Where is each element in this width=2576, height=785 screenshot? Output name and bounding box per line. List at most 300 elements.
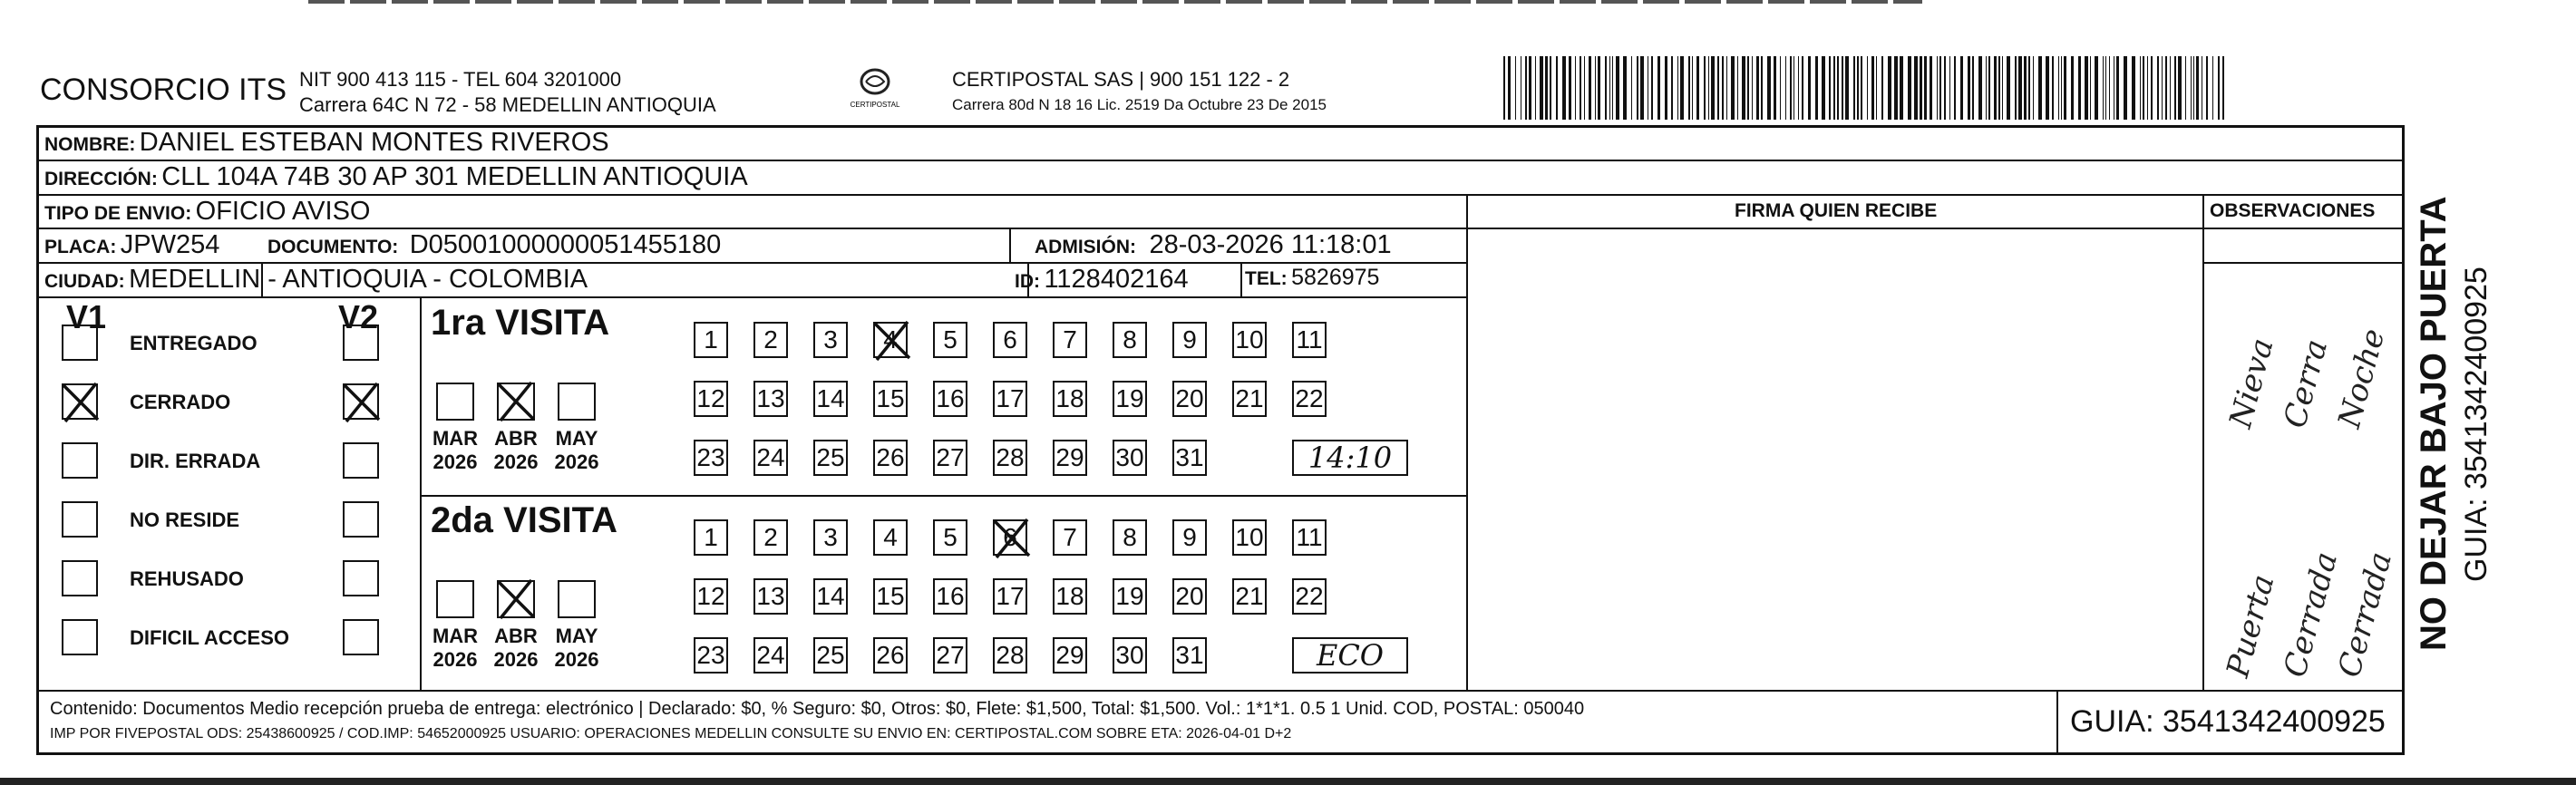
company-name: CONSORCIO ITS — [40, 73, 287, 107]
month-checkbox[interactable] — [558, 383, 596, 421]
day-number: 11 — [1296, 325, 1323, 354]
month-label — [545, 625, 608, 672]
tel-value: 5826975 — [1291, 265, 1380, 290]
day-box[interactable] — [694, 578, 728, 615]
day-number: 3 — [823, 325, 838, 354]
barcode-bar — [1944, 56, 1946, 120]
barcode-bar — [2116, 56, 2119, 120]
svg-text:CERTIPOSTAL: CERTIPOSTAL — [850, 101, 900, 109]
day-number: 13 — [756, 582, 785, 610]
observaciones-header: OBSERVACIONES — [2210, 200, 2376, 221]
day-box[interactable] — [993, 578, 1027, 615]
day-box[interactable] — [1292, 578, 1327, 615]
day-box[interactable] — [1053, 381, 1087, 417]
delivery-form — [36, 125, 2405, 755]
day-box[interactable] — [1113, 440, 1147, 476]
month-checkbox[interactable] — [436, 383, 474, 421]
admision-value: 28-03-2026 11:18:01 — [1149, 230, 1392, 259]
day-box[interactable] — [813, 519, 848, 556]
barcode-bar — [1598, 56, 1600, 120]
day-box[interactable] — [813, 578, 848, 615]
day-box[interactable] — [753, 519, 788, 556]
status-label: NO RESIDE — [130, 509, 240, 531]
barcode-bar — [1688, 56, 1690, 120]
barcode-bar — [2007, 56, 2010, 120]
barcode-bar — [1924, 56, 1927, 120]
day-box[interactable] — [873, 519, 908, 556]
barcode-bar — [1556, 56, 1558, 120]
handwritten-note: Cerrada — [2277, 548, 2346, 682]
status-label: CERRADO — [130, 391, 231, 413]
visit-note: 14:10 — [1307, 441, 1393, 475]
barcode-bar — [2052, 56, 2054, 120]
day-box[interactable] — [1172, 381, 1207, 417]
barcode-bar — [2028, 56, 2030, 120]
day-box[interactable] — [694, 381, 728, 417]
day-box[interactable] — [993, 322, 1027, 358]
barcode-bar — [1671, 56, 1673, 120]
barcode-bar — [2218, 56, 2220, 120]
visit-note: ECO — [1316, 638, 1385, 673]
barcode-bar — [2046, 56, 2049, 120]
footer-contents: Contenido: Documentos Medio recepción prueba de entrega: electrónico | Declarado: $0, % Seguro: $0, Otros: $0, Flete: $1,500, Total: $1,500. Vol.: 1*1*1. 0.5 1 Unid. COD, POSTAL: 050040 — [50, 699, 1585, 719]
month-year: 2026 — [554, 648, 599, 671]
day-number: 23 — [696, 641, 725, 669]
barcode-bar — [2165, 56, 2167, 120]
barcode — [1503, 56, 2229, 120]
status-label: DIFICIL ACCESO — [130, 626, 290, 649]
ciudad-value: MEDELLIN - ANTIOQUIA - COLOMBIA — [129, 265, 588, 294]
day-box[interactable] — [813, 381, 848, 417]
barcode-bar — [1569, 56, 1571, 120]
ciudad-label: CIUDAD: — [44, 271, 125, 292]
tipo-value: OFICIO AVISO — [195, 197, 371, 226]
month-label — [484, 427, 548, 474]
barcode-bar — [2157, 56, 2159, 120]
tel-label: TEL: — [1245, 268, 1288, 289]
day-number: 12 — [696, 582, 725, 610]
barcode-bar — [1595, 56, 1596, 120]
handwritten-note: Noche — [2331, 325, 2393, 432]
barcode-bar — [1833, 56, 1835, 120]
day-box[interactable] — [1232, 519, 1267, 556]
barcode-bar — [1508, 56, 1511, 120]
day-box[interactable] — [993, 381, 1027, 417]
day-number: 9 — [1182, 325, 1197, 354]
month-checkbox[interactable] — [497, 580, 535, 618]
barcode-bar — [1845, 56, 1849, 120]
placa-value: JPW254 — [120, 230, 220, 259]
day-number: 17 — [996, 582, 1025, 610]
barcode-bar — [1580, 56, 1581, 120]
barcode-bar — [2174, 56, 2176, 120]
v1-checkbox[interactable] — [62, 383, 98, 420]
day-box[interactable] — [1292, 519, 1327, 556]
day-number: 7 — [1063, 523, 1077, 551]
barcode-bar — [1737, 56, 1738, 120]
barcode-bar — [1711, 56, 1715, 120]
barcode-bar — [1978, 56, 1982, 120]
barcode-bar — [2196, 56, 2199, 120]
carrier-name: CERTIPOSTAL SAS | 900 151 122 - 2 — [952, 68, 1290, 91]
status-label: ENTREGADO — [130, 332, 258, 354]
day-number: 26 — [876, 641, 905, 669]
day-number: 10 — [1235, 325, 1264, 354]
barcode-bar — [1780, 56, 1781, 120]
barcode-bar — [1651, 56, 1653, 120]
x-mark — [60, 380, 102, 425]
barcode-bar — [1998, 56, 2000, 120]
day-box[interactable] — [1113, 637, 1147, 674]
day-box[interactable] — [933, 637, 967, 674]
barcode-bar — [2185, 56, 2186, 120]
barcode-bar — [1609, 56, 1610, 120]
barcode-bar — [1726, 56, 1727, 120]
day-number: 17 — [996, 384, 1025, 412]
day-box[interactable] — [694, 440, 728, 476]
barcode-bar — [1631, 56, 1632, 120]
day-box[interactable] — [993, 637, 1027, 674]
barcode-bar — [1761, 56, 1763, 120]
day-box[interactable] — [1172, 440, 1207, 476]
barcode-bar — [1986, 56, 1987, 120]
day-number: 20 — [1175, 582, 1204, 610]
v2-checkbox[interactable] — [343, 383, 379, 420]
barcode-bar — [1704, 56, 1706, 120]
visit-note-box[interactable] — [1292, 637, 1408, 674]
day-box[interactable] — [1172, 637, 1207, 674]
top-rule — [308, 0, 1922, 4]
day-number: 19 — [1115, 582, 1144, 610]
barcode-bar — [1988, 56, 1990, 120]
v1-checkbox[interactable] — [62, 442, 98, 479]
day-number: 28 — [996, 443, 1025, 471]
day-box[interactable] — [1113, 519, 1147, 556]
barcode-bar — [1808, 56, 1811, 120]
barcode-bar — [2178, 56, 2182, 120]
day-box[interactable] — [1053, 519, 1087, 556]
barcode-bar — [1722, 56, 1724, 120]
handwritten-note: Cerrada — [2331, 548, 2400, 682]
barcode-bar — [1575, 56, 1576, 120]
v1-header: V1 — [66, 298, 107, 335]
barcode-bar — [2002, 56, 2003, 120]
id-label: ID: — [1015, 271, 1040, 292]
day-number: 22 — [1295, 582, 1324, 610]
barcode-bar — [1550, 56, 1551, 120]
day-box[interactable] — [1292, 381, 1327, 417]
month-checkbox[interactable] — [497, 383, 535, 421]
month-year: 2026 — [493, 648, 539, 671]
barcode-bar — [1798, 56, 1799, 120]
barcode-bar — [1857, 56, 1859, 120]
day-number: 29 — [1055, 641, 1084, 669]
barcode-bar — [1503, 56, 1505, 120]
barcode-bar — [1937, 56, 1938, 120]
month-label — [423, 427, 487, 474]
barcode-bar — [1752, 56, 1753, 120]
nombre-value: DANIEL ESTEBAN MONTES RIVEROS — [139, 128, 609, 157]
company-info — [299, 67, 716, 118]
x-mark — [341, 380, 383, 425]
day-number: 24 — [756, 443, 785, 471]
day-box[interactable] — [873, 578, 908, 615]
day-number: 6 — [1003, 523, 1017, 551]
v1-checkbox[interactable] — [62, 501, 98, 538]
barcode-bar — [2191, 56, 2192, 120]
barcode-bar — [2090, 56, 2091, 120]
day-number: 31 — [1175, 641, 1204, 669]
barcode-bar — [2206, 56, 2208, 120]
month-name: MAY — [555, 625, 598, 647]
day-box[interactable] — [1053, 578, 1087, 615]
month-year: 2026 — [433, 451, 478, 473]
v1-checkbox[interactable] — [62, 325, 98, 361]
barcode-bar — [1790, 56, 1792, 120]
barcode-bar — [1894, 56, 1898, 120]
day-number: 1 — [704, 523, 718, 551]
day-box[interactable] — [694, 519, 728, 556]
month-label — [545, 427, 608, 474]
barcode-bar — [2061, 56, 2062, 120]
month-checkbox[interactable] — [436, 580, 474, 618]
day-box[interactable] — [1172, 322, 1207, 358]
barcode-bar — [1525, 56, 1527, 120]
month-name: ABR — [494, 625, 538, 647]
day-number: 4 — [883, 523, 898, 551]
day-number: 16 — [936, 384, 965, 412]
barcode-bar — [1802, 56, 1803, 120]
day-number: 21 — [1235, 384, 1264, 412]
barcode-bar — [1972, 56, 1974, 120]
barcode-bar — [1515, 56, 1516, 120]
placa-label: PLACA: — [44, 237, 117, 257]
month-label — [423, 625, 487, 672]
barcode-bar — [1920, 56, 1922, 120]
barcode-bar — [1680, 56, 1684, 120]
barcode-bar — [2033, 56, 2034, 120]
barcode-bar — [1717, 56, 1719, 120]
day-box[interactable] — [1053, 440, 1087, 476]
certipostal-logo — [848, 63, 902, 113]
barcode-bar — [1623, 56, 1627, 120]
day-number: 30 — [1115, 443, 1144, 471]
admision-label: ADMISIÓN: — [1035, 237, 1136, 257]
day-number: 27 — [936, 641, 965, 669]
day-box[interactable] — [694, 322, 728, 358]
visit-title: 2da VISITA — [431, 500, 617, 540]
day-box[interactable] — [933, 519, 967, 556]
barcode-bar — [2058, 56, 2059, 120]
day-box[interactable] — [873, 440, 908, 476]
day-number: 24 — [756, 641, 785, 669]
visit-note-box[interactable] — [1292, 440, 1408, 476]
day-box[interactable] — [933, 322, 967, 358]
day-box[interactable] — [813, 440, 848, 476]
side-warning: NO DEJAR BAJO PUERTA — [2414, 196, 2454, 651]
barcode-bar — [2024, 56, 2027, 120]
carrier-license: Carrera 80d N 18 16 Lic. 2519 Da Octubre 23 De 2015 — [952, 96, 1327, 113]
barcode-bar — [1640, 56, 1644, 120]
barcode-bar — [2038, 56, 2042, 120]
day-box[interactable] — [694, 637, 728, 674]
v2-checkbox[interactable] — [343, 619, 379, 655]
day-number: 10 — [1235, 523, 1264, 551]
day-box[interactable] — [753, 322, 788, 358]
day-number: 7 — [1063, 325, 1077, 354]
x-mark — [495, 577, 537, 622]
day-number: 2 — [763, 325, 778, 354]
barcode-bar — [2078, 56, 2081, 120]
month-name: MAY — [555, 427, 598, 450]
barcode-bar — [1756, 56, 1759, 120]
barcode-bar — [1657, 56, 1660, 120]
barcode-bar — [1842, 56, 1843, 120]
barcode-bar — [2015, 56, 2017, 120]
barcode-bar — [1871, 56, 1874, 120]
day-box[interactable] — [873, 637, 908, 674]
day-number: 6 — [1003, 325, 1017, 354]
direccion-label: DIRECCIÓN: — [44, 169, 158, 189]
barcode-bar — [2151, 56, 2153, 120]
day-box[interactable] — [873, 381, 908, 417]
barcode-bar — [1968, 56, 1970, 120]
x-mark — [495, 379, 537, 424]
barcode-bar — [1954, 56, 1956, 120]
barcode-bar — [1867, 56, 1868, 120]
v1-checkbox[interactable] — [62, 619, 98, 655]
barcode-bar — [2018, 56, 2022, 120]
day-number: 31 — [1175, 443, 1204, 471]
day-number: 29 — [1055, 443, 1084, 471]
day-number: 3 — [823, 523, 838, 551]
barcode-bar — [2143, 56, 2144, 120]
day-number: 5 — [943, 325, 957, 354]
barcode-bar — [1881, 56, 1883, 120]
barcode-bar — [2222, 56, 2224, 120]
day-box[interactable] — [993, 519, 1027, 556]
day-box[interactable] — [1232, 322, 1267, 358]
day-box[interactable] — [813, 322, 848, 358]
v2-checkbox[interactable] — [343, 442, 379, 479]
day-box[interactable] — [993, 440, 1027, 476]
barcode-bar — [1861, 56, 1862, 120]
day-box[interactable] — [1172, 519, 1207, 556]
day-number: 1 — [704, 325, 718, 354]
barcode-bar — [1545, 56, 1548, 120]
barcode-bar — [2105, 56, 2106, 120]
v2-header: V2 — [338, 298, 379, 335]
day-box[interactable] — [1292, 322, 1327, 358]
day-box[interactable] — [1113, 578, 1147, 615]
day-box[interactable] — [933, 440, 967, 476]
day-number: 15 — [876, 384, 905, 412]
barcode-bar — [1793, 56, 1794, 120]
v1-checkbox[interactable] — [62, 560, 98, 596]
handwritten-note: Nieva — [2222, 334, 2281, 432]
day-number: 2 — [763, 523, 778, 551]
day-box[interactable] — [1232, 578, 1267, 615]
barcode-bar — [1731, 56, 1735, 120]
day-box[interactable] — [1172, 578, 1207, 615]
month-year: 2026 — [493, 451, 539, 473]
barcode-bar — [1994, 56, 1997, 120]
nombre-label: NOMBRE: — [44, 134, 136, 155]
day-box[interactable] — [753, 637, 788, 674]
day-box[interactable] — [1053, 637, 1087, 674]
day-number: 12 — [696, 384, 725, 412]
day-number: 9 — [1182, 523, 1197, 551]
day-number: 11 — [1296, 523, 1323, 551]
day-box[interactable] — [753, 440, 788, 476]
day-number: 28 — [996, 641, 1025, 669]
company-address: Carrera 64C N 72 - 58 MEDELLIN ANTIOQUIA — [299, 93, 716, 116]
barcode-bar — [2212, 56, 2213, 120]
bottom-rule — [0, 778, 2576, 785]
day-number: 26 — [876, 443, 905, 471]
barcode-bar — [2147, 56, 2148, 120]
day-number: 25 — [816, 443, 845, 471]
month-year: 2026 — [554, 451, 599, 473]
month-checkbox[interactable] — [558, 580, 596, 618]
barcode-bar — [2132, 56, 2135, 120]
barcode-bar — [1540, 56, 1543, 120]
day-number: 19 — [1115, 384, 1144, 412]
day-box[interactable] — [813, 637, 848, 674]
barcode-bar — [2085, 56, 2088, 120]
day-number: 18 — [1055, 582, 1084, 610]
barcode-bar — [1774, 56, 1776, 120]
barcode-bar — [1822, 56, 1825, 120]
barcode-bar — [1888, 56, 1891, 120]
month-name: MAR — [432, 427, 479, 450]
barcode-bar — [1853, 56, 1855, 120]
carrier-info — [952, 67, 1327, 118]
barcode-bar — [1605, 56, 1607, 120]
day-box[interactable] — [933, 381, 967, 417]
day-number: 5 — [943, 523, 957, 551]
day-box[interactable] — [753, 578, 788, 615]
month-name: ABR — [494, 427, 538, 450]
barcode-bar — [1708, 56, 1709, 120]
barcode-bar — [2109, 56, 2110, 120]
barcode-bar — [1876, 56, 1877, 120]
month-name: MAR — [432, 625, 479, 647]
day-box[interactable] — [1232, 381, 1267, 417]
side-guia: GUIA: 3541342400925 — [2459, 267, 2493, 582]
barcode-bar — [2140, 56, 2141, 120]
v2-checkbox[interactable] — [343, 560, 379, 596]
day-box[interactable] — [1113, 322, 1147, 358]
day-box[interactable] — [1053, 322, 1087, 358]
x-mark — [871, 318, 913, 363]
month-year: 2026 — [433, 648, 478, 671]
barcode-bar — [1692, 56, 1693, 120]
barcode-bar — [1785, 56, 1786, 120]
barcode-bar — [1930, 56, 1932, 120]
day-number: 16 — [936, 582, 965, 610]
day-box[interactable] — [1113, 381, 1147, 417]
day-box[interactable] — [753, 381, 788, 417]
barcode-bar — [1742, 56, 1745, 120]
v2-checkbox[interactable] — [343, 501, 379, 538]
guia-number: GUIA: 3541342400925 — [2070, 704, 2386, 739]
day-number: 18 — [1055, 384, 1084, 412]
day-box[interactable] — [873, 322, 908, 358]
v2-checkbox[interactable] — [343, 325, 379, 361]
day-box[interactable] — [933, 578, 967, 615]
status-label: DIR. ERRADA — [130, 450, 261, 472]
